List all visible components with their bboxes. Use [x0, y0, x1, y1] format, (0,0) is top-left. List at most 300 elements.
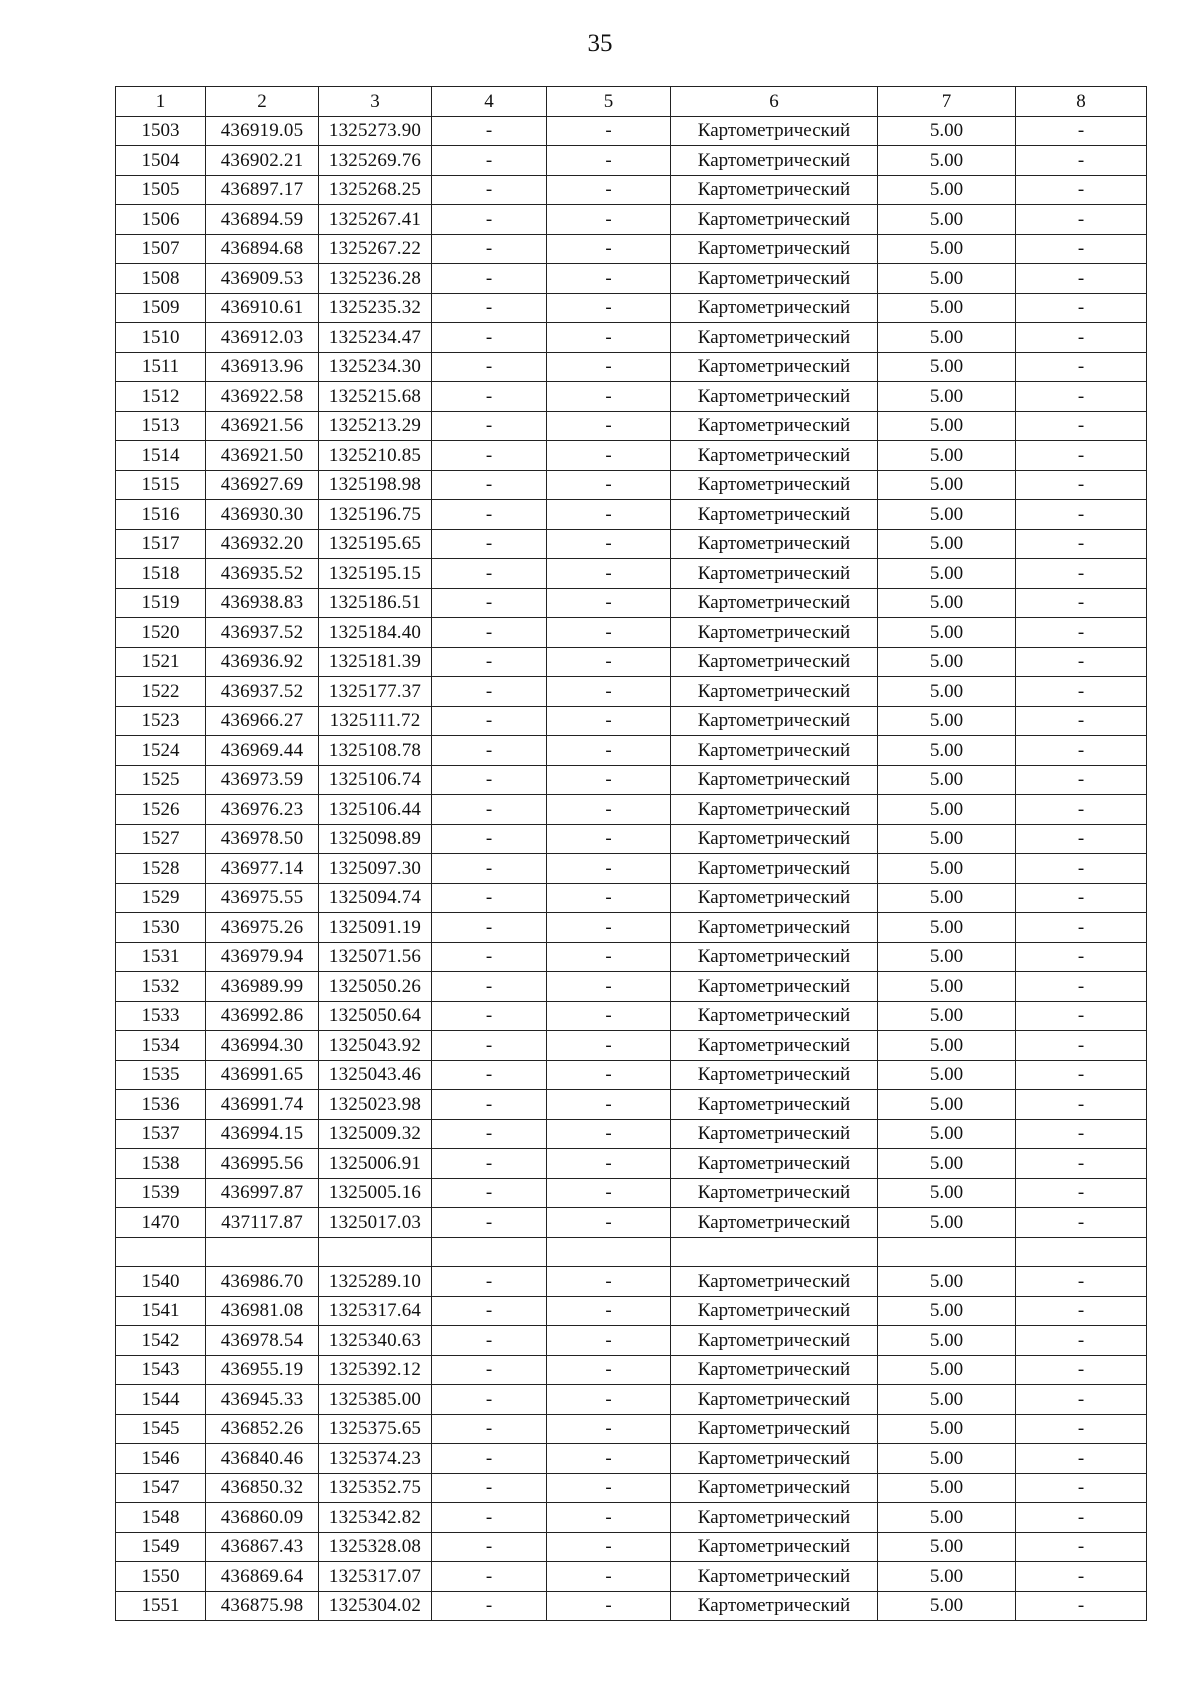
column-header-1: 1 — [116, 87, 206, 117]
table-cell: - — [547, 323, 671, 353]
table-cell: 1549 — [116, 1532, 206, 1562]
table-cell: 1325385.00 — [319, 1385, 432, 1415]
table-cell: 1325050.64 — [319, 1001, 432, 1031]
table-cell: 1538 — [116, 1149, 206, 1179]
table-cell — [432, 1237, 547, 1267]
table-cell: - — [1016, 116, 1147, 146]
table-cell: 436976.23 — [206, 795, 319, 825]
table-cell: 1325195.15 — [319, 559, 432, 589]
table-cell: - — [432, 205, 547, 235]
table-cell: 1506 — [116, 205, 206, 235]
table-cell: - — [432, 1414, 547, 1444]
table-cell: Картометрический — [671, 116, 878, 146]
table-body — [116, 116, 1147, 1621]
table-cell: 1325269.76 — [319, 146, 432, 176]
table-cell: - — [1016, 1503, 1147, 1533]
table-cell: - — [1016, 146, 1147, 176]
table-cell: 1533 — [116, 1001, 206, 1031]
table-cell: 5.00 — [878, 293, 1016, 323]
table-cell: - — [547, 824, 671, 854]
table-cell: 436981.08 — [206, 1296, 319, 1326]
table-cell: Картометрический — [671, 677, 878, 707]
table-cell: 436922.58 — [206, 382, 319, 412]
table-cell: - — [1016, 1591, 1147, 1621]
page-number: 35 — [587, 30, 613, 57]
table-cell: 5.00 — [878, 1178, 1016, 1208]
table-cell: Картометрический — [671, 146, 878, 176]
table-cell — [206, 1237, 319, 1267]
table-row — [116, 264, 1147, 294]
table-cell: - — [547, 205, 671, 235]
table-cell: - — [547, 1090, 671, 1120]
table-cell: 1325374.23 — [319, 1444, 432, 1474]
table-cell: 436938.83 — [206, 588, 319, 618]
table-cell: 1325184.40 — [319, 618, 432, 648]
table-cell: - — [432, 234, 547, 264]
table-cell: 1542 — [116, 1326, 206, 1356]
table-cell: 436945.33 — [206, 1385, 319, 1415]
table-row — [116, 1090, 1147, 1120]
table-cell: Картометрический — [671, 234, 878, 264]
table-cell: 1325342.82 — [319, 1503, 432, 1533]
table-cell: - — [432, 1060, 547, 1090]
table-cell: - — [547, 1267, 671, 1297]
table-row — [116, 1060, 1147, 1090]
table-cell: Картометрический — [671, 1060, 878, 1090]
table-cell: - — [432, 1296, 547, 1326]
table-cell: 5.00 — [878, 618, 1016, 648]
table-cell: - — [432, 1267, 547, 1297]
table-cell: Картометрический — [671, 854, 878, 884]
table-cell — [671, 1237, 878, 1267]
table-row — [116, 1444, 1147, 1474]
table-row — [116, 1119, 1147, 1149]
table-row — [116, 1237, 1147, 1267]
table-cell: - — [547, 116, 671, 146]
table-cell: Картометрический — [671, 1444, 878, 1474]
table-cell: 1325043.92 — [319, 1031, 432, 1061]
table-cell: 1325210.85 — [319, 441, 432, 471]
table-cell: 437117.87 — [206, 1208, 319, 1238]
table-cell: Картометрический — [671, 795, 878, 825]
table-cell: 5.00 — [878, 116, 1016, 146]
table-cell: 436969.44 — [206, 736, 319, 766]
table-row — [116, 1149, 1147, 1179]
table-cell: 436997.87 — [206, 1178, 319, 1208]
table-cell: 5.00 — [878, 1326, 1016, 1356]
table-cell: Картометрический — [671, 913, 878, 943]
table-cell: Картометрический — [671, 293, 878, 323]
table-row — [116, 1414, 1147, 1444]
table-cell: 1528 — [116, 854, 206, 884]
table-cell: - — [1016, 1208, 1147, 1238]
table-cell: - — [1016, 972, 1147, 1002]
table-cell: - — [432, 529, 547, 559]
table-cell: 5.00 — [878, 824, 1016, 854]
table-cell: 1530 — [116, 913, 206, 943]
table-cell: - — [547, 470, 671, 500]
table-cell: - — [432, 559, 547, 589]
table-cell: 1325111.72 — [319, 706, 432, 736]
table-cell: - — [547, 1031, 671, 1061]
table-cell: - — [547, 529, 671, 559]
table-row — [116, 559, 1147, 589]
table-row — [116, 1267, 1147, 1297]
table-cell: 1520 — [116, 618, 206, 648]
table-cell: - — [1016, 942, 1147, 972]
table-row — [116, 116, 1147, 146]
table-cell: - — [1016, 736, 1147, 766]
table-cell: - — [432, 1149, 547, 1179]
table-cell: 1537 — [116, 1119, 206, 1149]
table-cell: - — [547, 854, 671, 884]
table-cell: - — [1016, 1532, 1147, 1562]
table-cell: 5.00 — [878, 205, 1016, 235]
table-cell: 1541 — [116, 1296, 206, 1326]
table-cell: 1325071.56 — [319, 942, 432, 972]
table-cell: 436902.21 — [206, 146, 319, 176]
table-row — [116, 1562, 1147, 1592]
table-cell: 1539 — [116, 1178, 206, 1208]
table-cell: 5.00 — [878, 883, 1016, 913]
table-cell: 1325198.98 — [319, 470, 432, 500]
table-cell: - — [1016, 1473, 1147, 1503]
table-header-row — [116, 87, 1147, 117]
table-row — [116, 500, 1147, 530]
table-cell: - — [547, 500, 671, 530]
table-cell: - — [547, 1326, 671, 1356]
table-row — [116, 677, 1147, 707]
table-cell: - — [1016, 323, 1147, 353]
table-cell: 436936.92 — [206, 647, 319, 677]
table-cell: 1325196.75 — [319, 500, 432, 530]
table-cell: - — [547, 1444, 671, 1474]
table-row — [116, 1031, 1147, 1061]
table-cell: - — [1016, 854, 1147, 884]
table-row — [116, 736, 1147, 766]
table-cell: 1535 — [116, 1060, 206, 1090]
table-cell: 436867.43 — [206, 1532, 319, 1562]
table-cell: 1527 — [116, 824, 206, 854]
table-cell: 5.00 — [878, 1001, 1016, 1031]
table-cell: - — [432, 854, 547, 884]
table-cell: 1550 — [116, 1562, 206, 1592]
table-cell: - — [547, 765, 671, 795]
table-cell: 1325317.64 — [319, 1296, 432, 1326]
table-cell: 5.00 — [878, 1385, 1016, 1415]
table-cell: 5.00 — [878, 264, 1016, 294]
table-cell: - — [547, 972, 671, 1002]
table-cell: 1325108.78 — [319, 736, 432, 766]
table-cell: - — [432, 1562, 547, 1592]
table-cell: - — [432, 824, 547, 854]
table-row — [116, 942, 1147, 972]
table-cell: 5.00 — [878, 854, 1016, 884]
table-cell: 436991.65 — [206, 1060, 319, 1090]
table-cell: Картометрический — [671, 706, 878, 736]
table-cell: Картометрический — [671, 264, 878, 294]
table-cell: 1325289.10 — [319, 1267, 432, 1297]
table-cell: Картометрический — [671, 1473, 878, 1503]
table-cell: 1325017.03 — [319, 1208, 432, 1238]
table-cell: - — [547, 352, 671, 382]
table-cell: 436955.19 — [206, 1355, 319, 1385]
table-row — [116, 323, 1147, 353]
table-cell: 5.00 — [878, 1149, 1016, 1179]
table-row — [116, 529, 1147, 559]
table-cell: - — [432, 795, 547, 825]
table-cell: - — [432, 1208, 547, 1238]
table-cell: - — [432, 736, 547, 766]
table-cell: 436930.30 — [206, 500, 319, 530]
table-cell: - — [432, 323, 547, 353]
table-cell: 5.00 — [878, 411, 1016, 441]
table-cell: 436973.59 — [206, 765, 319, 795]
table-cell: - — [1016, 1149, 1147, 1179]
table-cell: Картометрический — [671, 1267, 878, 1297]
table-cell: - — [432, 647, 547, 677]
table-cell — [878, 1237, 1016, 1267]
table-cell: 1529 — [116, 883, 206, 913]
table-cell: - — [432, 1532, 547, 1562]
table-cell: 1516 — [116, 500, 206, 530]
table-cell: 5.00 — [878, 1060, 1016, 1090]
table-cell: - — [1016, 234, 1147, 264]
table-cell: 436909.53 — [206, 264, 319, 294]
table-cell: - — [432, 382, 547, 412]
table-cell: - — [547, 647, 671, 677]
table-cell: - — [432, 765, 547, 795]
table-cell: 436995.56 — [206, 1149, 319, 1179]
table-cell: 1509 — [116, 293, 206, 323]
table-cell: - — [432, 1326, 547, 1356]
table-cell: - — [1016, 1562, 1147, 1592]
table-cell: 5.00 — [878, 146, 1016, 176]
table-cell: - — [547, 1208, 671, 1238]
table-cell: 1517 — [116, 529, 206, 559]
table-cell: 5.00 — [878, 795, 1016, 825]
column-header-2: 2 — [206, 87, 319, 117]
table-cell: - — [547, 1001, 671, 1031]
table-cell: 5.00 — [878, 1208, 1016, 1238]
table-cell: 1544 — [116, 1385, 206, 1415]
table-cell: - — [1016, 293, 1147, 323]
table-cell: - — [1016, 382, 1147, 412]
table-cell: 1325043.46 — [319, 1060, 432, 1090]
table-cell: - — [547, 706, 671, 736]
table-row — [116, 293, 1147, 323]
table-cell: - — [547, 264, 671, 294]
table-cell: 5.00 — [878, 529, 1016, 559]
table-cell: - — [547, 175, 671, 205]
table-cell: - — [432, 972, 547, 1002]
table-cell: 436919.05 — [206, 116, 319, 146]
table-cell: 1325267.22 — [319, 234, 432, 264]
table-cell: Картометрический — [671, 1503, 878, 1533]
table-cell: 1513 — [116, 411, 206, 441]
table-cell: - — [432, 1591, 547, 1621]
table-row — [116, 1473, 1147, 1503]
table-cell: - — [1016, 647, 1147, 677]
table-cell: - — [432, 1001, 547, 1031]
table-row — [116, 913, 1147, 943]
table-row — [116, 1355, 1147, 1385]
table-cell: 1325304.02 — [319, 1591, 432, 1621]
table-row — [116, 854, 1147, 884]
table-cell: 1524 — [116, 736, 206, 766]
table-cell: - — [1016, 1326, 1147, 1356]
table-cell: Картометрический — [671, 1355, 878, 1385]
table-cell: 436860.09 — [206, 1503, 319, 1533]
table-cell: 436912.03 — [206, 323, 319, 353]
table-row — [116, 706, 1147, 736]
table-cell: 1519 — [116, 588, 206, 618]
table-cell: 5.00 — [878, 1414, 1016, 1444]
table-cell: 436935.52 — [206, 559, 319, 589]
table-cell: 1504 — [116, 146, 206, 176]
table-cell: 436986.70 — [206, 1267, 319, 1297]
table-cell: 1325005.16 — [319, 1178, 432, 1208]
table-row — [116, 175, 1147, 205]
table-cell: 1512 — [116, 382, 206, 412]
table-cell: - — [1016, 913, 1147, 943]
table-cell: 5.00 — [878, 470, 1016, 500]
table-cell: Картометрический — [671, 1414, 878, 1444]
table-cell: 1325268.25 — [319, 175, 432, 205]
table-cell: - — [547, 795, 671, 825]
table-cell: 5.00 — [878, 1267, 1016, 1297]
table-cell: 5.00 — [878, 765, 1016, 795]
table-cell: - — [547, 1149, 671, 1179]
table-cell: Картометрический — [671, 470, 878, 500]
table-cell: - — [547, 559, 671, 589]
table-row — [116, 205, 1147, 235]
table-cell: 5.00 — [878, 1119, 1016, 1149]
table-cell: - — [547, 234, 671, 264]
table-cell: 1522 — [116, 677, 206, 707]
table-cell: 1531 — [116, 942, 206, 972]
table-cell — [116, 1237, 206, 1267]
table-row — [116, 1591, 1147, 1621]
table-cell: 1325023.98 — [319, 1090, 432, 1120]
table-cell: - — [1016, 1444, 1147, 1474]
table-cell: 1514 — [116, 441, 206, 471]
table-row — [116, 1001, 1147, 1031]
table-row — [116, 1385, 1147, 1415]
table-cell: - — [432, 1090, 547, 1120]
table-cell: 436975.55 — [206, 883, 319, 913]
table-cell: - — [432, 500, 547, 530]
table-cell: 5.00 — [878, 1444, 1016, 1474]
table-cell: - — [547, 1385, 671, 1415]
table-cell: Картометрический — [671, 175, 878, 205]
table-cell: - — [432, 706, 547, 736]
table-row — [116, 1326, 1147, 1356]
table-cell: Картометрический — [671, 1119, 878, 1149]
table-cell: 436978.54 — [206, 1326, 319, 1356]
table-cell: Картометрический — [671, 588, 878, 618]
table-cell: 5.00 — [878, 234, 1016, 264]
table-cell: - — [1016, 618, 1147, 648]
table-row — [116, 765, 1147, 795]
table-cell: - — [1016, 1090, 1147, 1120]
table-cell: 1325213.29 — [319, 411, 432, 441]
table-cell: Картометрический — [671, 1208, 878, 1238]
table-cell: - — [1016, 529, 1147, 559]
table-cell — [319, 1237, 432, 1267]
table-cell: Картометрический — [671, 1562, 878, 1592]
table-cell: 1325098.89 — [319, 824, 432, 854]
table-cell: - — [547, 1503, 671, 1533]
table-cell: - — [432, 942, 547, 972]
table-cell: Картометрический — [671, 647, 878, 677]
table-cell: 1325273.90 — [319, 116, 432, 146]
table-cell: - — [547, 1591, 671, 1621]
table-cell: - — [432, 352, 547, 382]
table-cell: 1325375.65 — [319, 1414, 432, 1444]
column-header-7: 7 — [878, 87, 1016, 117]
table-cell: Картометрический — [671, 323, 878, 353]
table-cell: 1325340.63 — [319, 1326, 432, 1356]
table-cell: 436897.17 — [206, 175, 319, 205]
table-cell: - — [547, 1296, 671, 1326]
table-cell: Картометрический — [671, 205, 878, 235]
table-row — [116, 441, 1147, 471]
table-cell: - — [1016, 1031, 1147, 1061]
table-cell: - — [1016, 588, 1147, 618]
table-cell: - — [432, 1444, 547, 1474]
table-cell: 5.00 — [878, 500, 1016, 530]
table-cell: 436979.94 — [206, 942, 319, 972]
table-cell: 5.00 — [878, 559, 1016, 589]
table-cell: - — [1016, 824, 1147, 854]
table-cell: 5.00 — [878, 382, 1016, 412]
table-cell: 1325186.51 — [319, 588, 432, 618]
table-cell: - — [432, 264, 547, 294]
table-cell: - — [1016, 500, 1147, 530]
table-cell: Картометрический — [671, 1149, 878, 1179]
table-row — [116, 382, 1147, 412]
table-cell: - — [432, 441, 547, 471]
table-cell: 436994.15 — [206, 1119, 319, 1149]
table-cell: 436989.99 — [206, 972, 319, 1002]
table-cell: 1521 — [116, 647, 206, 677]
table-cell: 5.00 — [878, 175, 1016, 205]
table-cell: - — [432, 116, 547, 146]
table-cell: - — [1016, 765, 1147, 795]
column-header-6: 6 — [671, 87, 878, 117]
table-row — [116, 352, 1147, 382]
table-cell: 1526 — [116, 795, 206, 825]
table-cell: - — [1016, 559, 1147, 589]
table-cell: 1503 — [116, 116, 206, 146]
table-cell: 1325234.47 — [319, 323, 432, 353]
table-row — [116, 1208, 1147, 1238]
table-row — [116, 795, 1147, 825]
table-cell: 436977.14 — [206, 854, 319, 884]
table-cell: Картометрический — [671, 1326, 878, 1356]
table-cell: - — [547, 1473, 671, 1503]
table-cell: 1325177.37 — [319, 677, 432, 707]
column-header-5: 5 — [547, 87, 671, 117]
table-cell — [547, 1237, 671, 1267]
table-cell: - — [547, 1178, 671, 1208]
table-cell: - — [1016, 883, 1147, 913]
table-row — [116, 1178, 1147, 1208]
table-cell: - — [1016, 205, 1147, 235]
coordinates-table — [115, 86, 1147, 1621]
table-cell: Картометрический — [671, 1296, 878, 1326]
